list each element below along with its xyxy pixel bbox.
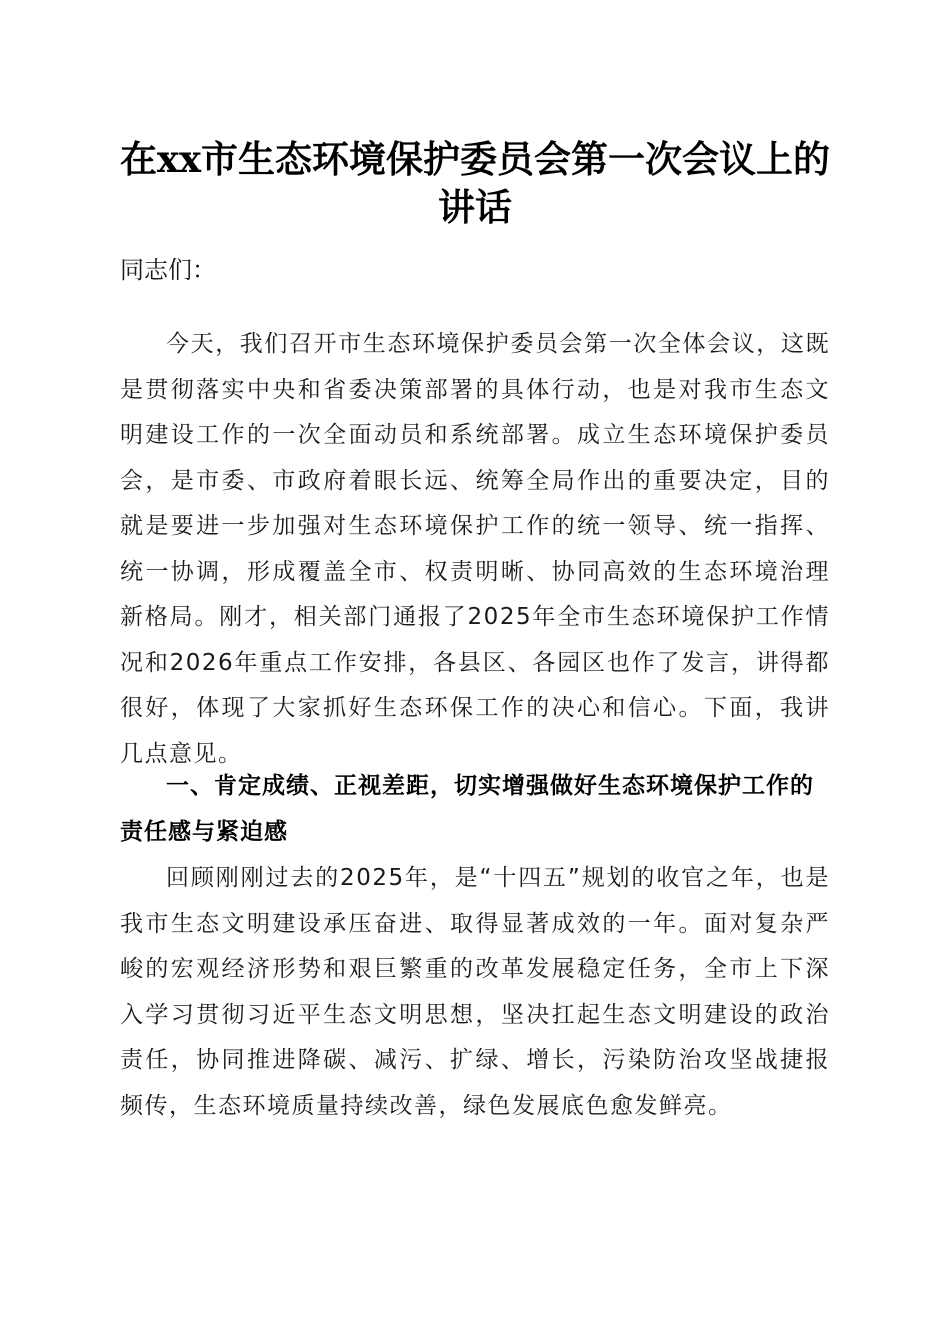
section-heading-1: 一、肯定成绩、正视差距，切实增强做好生态环境保护工作的责任感与紧迫感 (120, 773, 814, 845)
document-title-line-2: 讲话 (438, 185, 512, 229)
document-title (100, 135, 850, 231)
section-1-paragraph: 回顾刚刚过去的2025年，是“十四五”规划的收官之年，也是我市生态文明建设承压奋进、取得显著成效的一年。面对复杂严峻的宏观经济形势和艰巨繁重的改革发展稳定任务，全市上下深入学习贯彻习近平生态文明思想，坚决扛起生态文明建设的政治责任，协同推进降碳、减污、扩绿、增长，污染防治攻坚战捷报频传，生态环境质量持续改善，绿色发展底色愈发鲜亮。 (120, 865, 830, 1119)
document-title-line-1: 在xx市生态环境保护委员会第一次会议上的 (119, 137, 831, 181)
salutation: 同志们： (120, 256, 216, 284)
opening-paragraph: 今天，我们召开市生态环境保护委员会第一次全体会议，这既是贯彻落实中央和省委决策部署的具体行动，也是对我市生态文明建设工作的一次全面动员和系统部署。成立生态环境保护委员会，是市委、市政府着眼长远、统筹全局作出的重要决定，目的就是要进一步加强对生态环境保护工作的统一领导、统一指挥、统一协调，形成覆盖全市、权责明晰、协同高效的生态环境治理新格局。刚才，相关部门通报了2025年全市生态环境保护工作情况和2026年重点工作安排，各县区、各园区也作了发言，讲得都很好，体现了大家抓好生态环保工作的决心和信心。下面，我讲几点意见。 (120, 331, 830, 767)
